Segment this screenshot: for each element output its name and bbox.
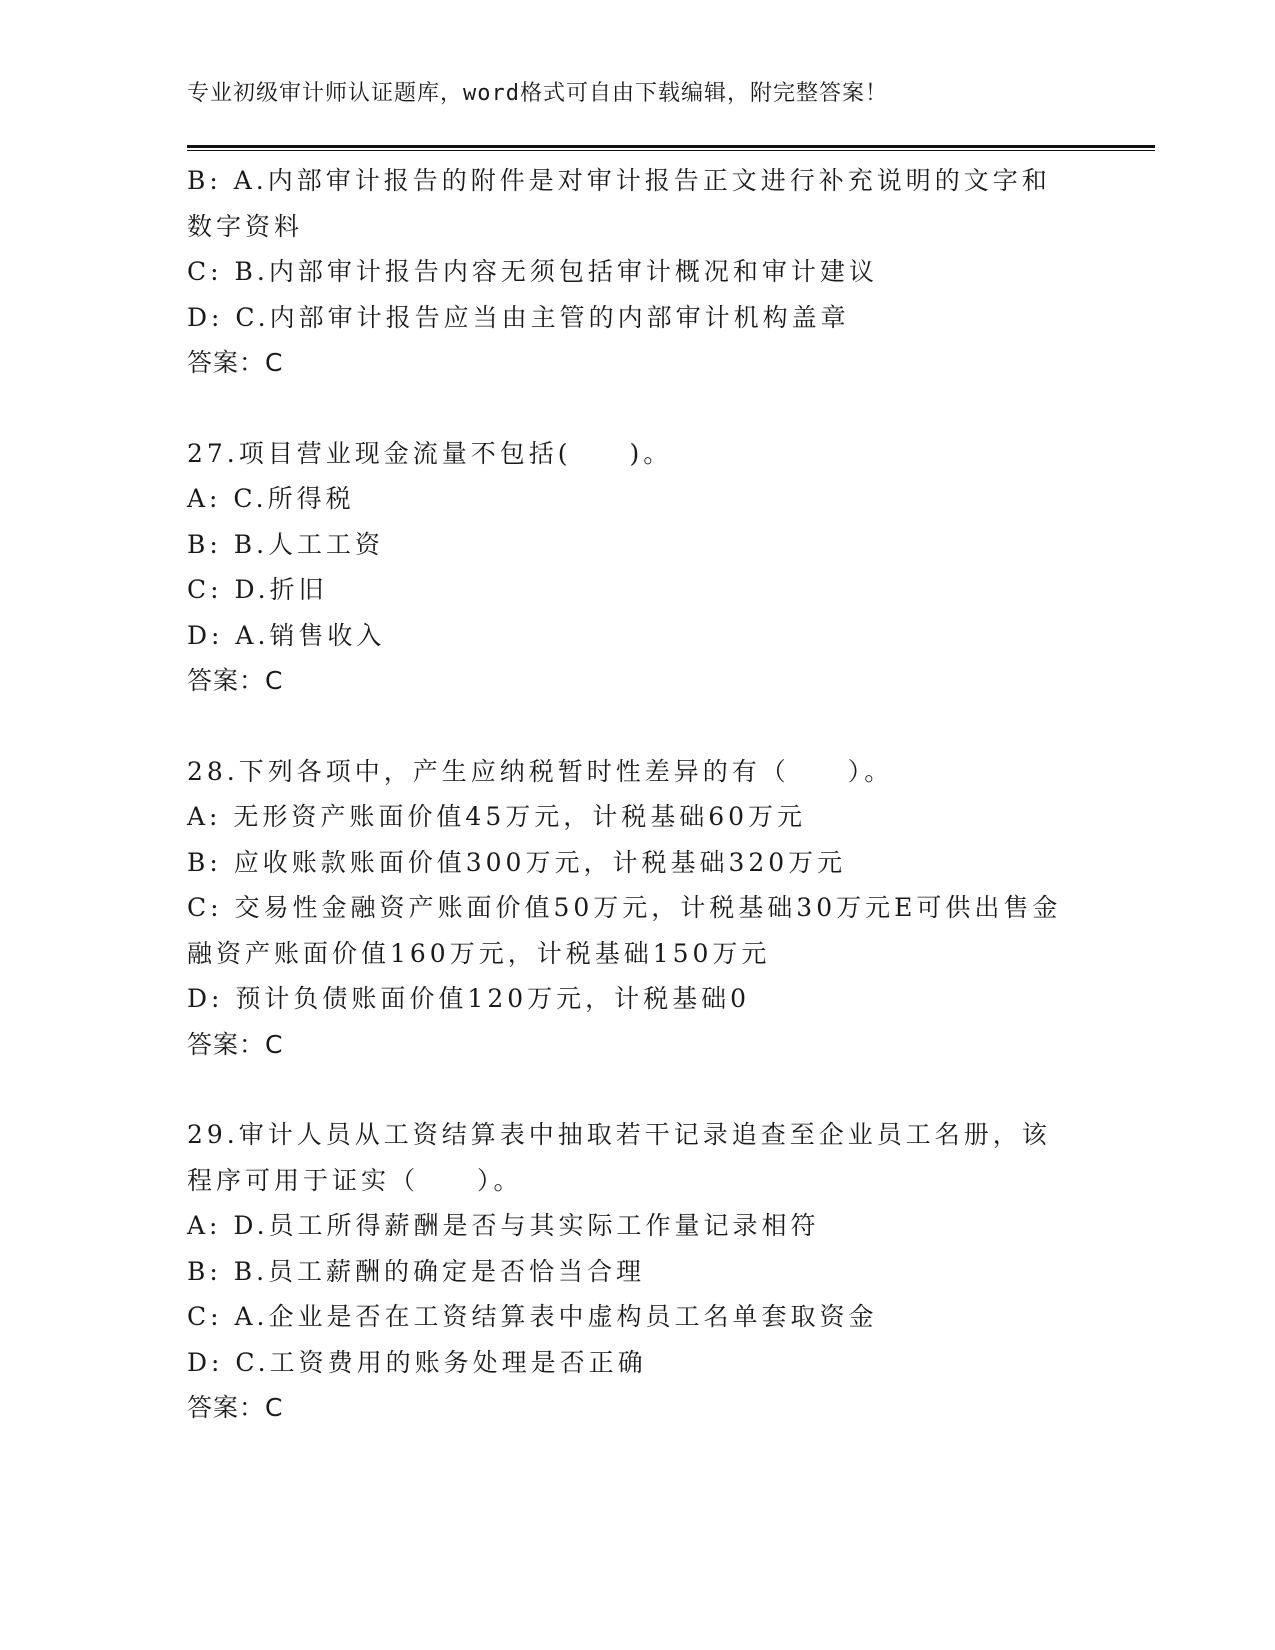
answer-line: 答案：C [187,1029,284,1059]
option-d: D: 预计负债账面价值120万元，计税基础0 [187,984,751,1013]
document-body [187,158,1077,1431]
option-d: D: C.内部审计报告应当由主管的内部审计机构盖章 [187,302,850,332]
question-title: 28.下列各项中，产生应纳税暂时性差异的有（ ）。 [187,756,894,786]
question-block-27 [187,431,1077,704]
option-c: C: D.折旧 [187,575,328,604]
option-b: B: B.员工薪酬的确定是否恰当合理 [187,1256,646,1286]
option-d: D: A.销售收入 [187,620,386,650]
option-b: B: A.内部审计报告的附件是对审计报告正文进行补充说明的文字和数字资料 [187,166,1051,241]
header-rule-thick [187,145,1155,148]
answer-line: 答案：C [187,666,284,695]
option-a: A: 无形资产账面价值45万元，计税基础60万元 [187,802,807,831]
option-a: A: D.员工所得薪酬是否与其实际工作量记录相符 [187,1211,820,1240]
option-a: A: C.所得税 [187,484,355,513]
question-title: 29.审计人员从工资结算表中抽取若干记录追查至企业员工名册，该程序可用于证实（ ）。 [187,1120,1051,1195]
option-b: B: 应收账款账面价值300万元，计税基础320万元 [187,847,847,877]
option-c: C: A.企业是否在工资结算表中虚构员工名单套取资金 [187,1302,878,1331]
option-c: C: 交易性金融资产账面价值50万元，计税基础30万元E可供出售金融资产账面价值160万元，计税基础150万元 [187,893,1062,968]
answer-line: 答案：C [187,1393,284,1422]
answer-line: 答案：C [187,348,284,377]
header-rule-thin [187,150,1155,151]
question-block-28 [187,749,1077,1068]
question-block-prev [187,158,1077,386]
question-block-29 [187,1112,1077,1431]
option-c: C: B.内部审计报告内容无须包括审计概况和审计建议 [187,257,878,286]
option-d: D: C.工资费用的账务处理是否正确 [187,1347,647,1377]
question-title: 27.项目营业现金流量不包括( )。 [187,438,673,468]
option-b: B: B.人工工资 [187,529,385,559]
page-header: 专业初级审计师认证题库，word格式可自由下载编辑，附完整答案！ [187,81,888,106]
